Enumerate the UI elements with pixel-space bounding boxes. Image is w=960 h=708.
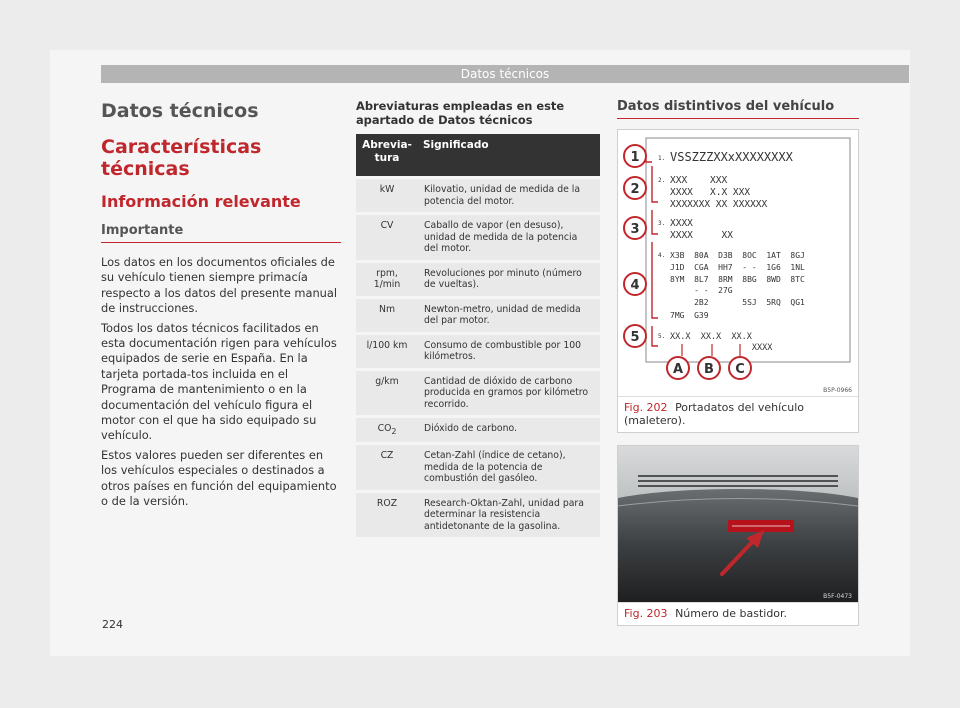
plate-line: XXXXXXX XX XXXXXX [670,199,768,210]
figure-code: B5P-0966 [823,387,852,394]
meaning-cell: Caballo de vapor (en desuso), unidad de medida de la potencia del motor. [418,212,600,260]
manual-page [50,50,910,656]
plate-line: - - 27G [670,286,733,295]
page-header: Datos técnicos [101,65,909,83]
vehicle-data-title: Datos distintivos del vehículo [617,99,859,119]
meaning-cell: Consumo de combustible por 100 kilómetros. [418,332,600,368]
meaning-cell: Newton-metro, unidad de medida del par motor. [418,296,600,332]
intro-column [101,100,341,510]
table-row [356,212,600,260]
abbreviations-column [356,99,600,537]
data-plate-illustration [618,130,858,396]
callout-5: 5 [630,330,640,345]
line-number: 1. [658,155,666,162]
abbr-cell: ROZ [356,490,418,538]
figure-caption [618,396,858,432]
table-row [356,442,600,490]
important-heading: Importante [101,223,341,243]
plate-line: 2B2 5SJ 5RQ QG1 [670,298,805,307]
plate-line: XX.X XX.X XX.X [670,332,752,342]
plate-line: XXXX [670,343,773,353]
figure-code: B5F-0473 [823,593,852,600]
line-number: 4. [658,252,666,259]
table-row [356,176,600,212]
chapter-title: Datos técnicos [101,100,259,122]
figure-number: Fig. 203 [624,607,668,620]
meaning-cell: Revoluciones por minuto (número de vueltas). [418,260,600,296]
plate-line: 8YM 8L7 8RM 8BG 8WD 8TC [670,275,805,284]
paragraph: Todos los datos técnicos facilitados en esta documentación rigen para vehículos equipados de serie en España. En la tarjeta portada-tos incluida en el Programa de mantenimiento o en la documentación del vehículo figura el motor con el que ha sido equipado su vehículo. [101,320,337,443]
line-number: 5. [658,333,666,340]
figure-vin [617,445,859,626]
plate-line: VSSZZZXXxXXXXXXXX [670,150,793,164]
windshield-photo [618,446,858,602]
callout-c: C [735,362,745,377]
callout-b: B [704,362,714,377]
table-title: Abreviaturas empleadas en este apartado de Datos técnicos [356,99,565,127]
meaning-cell: Kilovatio, unidad de medida de la potencia del motor. [418,176,600,212]
table-row [356,415,600,442]
plate-line: XXXX X.X XXX [670,187,751,198]
callout-1: 1 [630,150,640,165]
meaning-cell: Research-Oktan-Zahl, unidad para determinar la resistencia antidetonante de la gasolina. [418,490,600,538]
table-row [356,260,600,296]
plate-line: XXXX XX [670,230,733,241]
column-header-abbreviation: Abrevia-tura [356,134,418,176]
section-title: Características técnicas [101,136,262,180]
abbr-cell: Nm [356,296,418,332]
meaning-cell: Cantidad de dióxido de carbono producida en gramos por kilómetro recorrido. [418,368,600,416]
line-number: 2. [658,177,666,184]
figure-caption [618,602,858,625]
paragraph: Los datos en los documentos oficiales de su vehículo tienen siempre primacía respecto a los datos del presente manual de instrucciones. [101,255,338,316]
abbr-cell [356,415,418,442]
line-number: 3. [658,220,666,227]
abbr-cell: l/100 km [356,332,418,368]
callouts [624,145,646,347]
abbr-cell: g/km [356,368,418,416]
abbr-text: CO [377,423,392,434]
figure-caption-text: Portadatos del vehículo (maletero). [624,401,805,427]
abbr-cell: CZ [356,442,418,490]
meaning-cell: Cetan-Zahl (índice de cetano), medida de la potencia de combustión del gasóleo. [418,442,600,490]
table-row [356,368,600,416]
abbr-subscript: 2 [391,426,397,436]
subsection-title: Información relevante [101,192,301,211]
table-header-row [356,134,600,176]
plate-line: XXXX [670,218,693,229]
callout-4: 4 [630,278,640,293]
figure-data-plate [617,129,859,433]
plate-line: J1D CGA HH7 - - 1G6 1NL [670,263,805,272]
column-header-meaning: Significado [418,134,600,176]
page-number: 224 [102,618,123,631]
figure-number: Fig. 202 [624,401,668,414]
callout-a: A [672,362,684,377]
abbr-cell: CV [356,212,418,260]
dashboard-shape [618,489,858,602]
meaning-cell: Dióxido de carbono. [418,415,600,442]
table-row [356,490,600,538]
figure-caption-text: Número de bastidor. [675,607,788,620]
letter-callouts [667,357,751,379]
plate-line: 7MG G39 [670,311,709,320]
table-row [356,296,600,332]
abbr-cell: kW [356,176,418,212]
callout-3: 3 [630,222,640,237]
windshield-svg [618,446,858,602]
abbreviations-table [356,134,600,537]
vehicle-data-column [617,99,859,626]
abbr-cell: rpm, 1/min [356,260,418,296]
data-plate-svg [618,130,858,396]
plate-outline [646,138,850,362]
table-row [356,332,600,368]
plate-line: XXX XXX [670,175,728,186]
plate-line: X3B 80A D3B 8OC 1AT 8GJ [670,251,805,260]
callout-2: 2 [630,182,640,197]
paragraph: Estos valores pueden ser diferentes en los vehículos especiales o destinados a otros países en función del equipamiento o de la versión. [101,447,337,509]
